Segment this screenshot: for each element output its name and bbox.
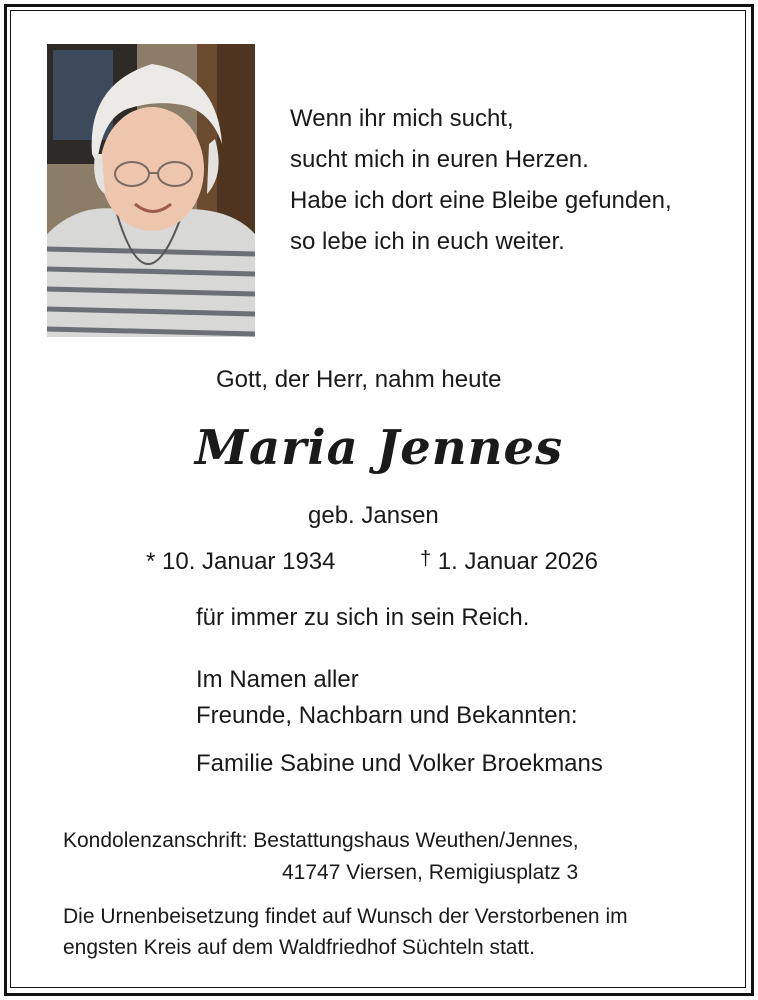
condolence-address-line2: 41747 Viersen, Remigiusplatz 3 xyxy=(282,861,579,884)
death-date-text: 1. Januar 2026 xyxy=(437,548,598,575)
cross-icon: † xyxy=(420,548,432,570)
burial-note: Die Urnenbeisetzung findet auf Wunsch der Verstorbenen im xyxy=(63,905,628,928)
birth-date: * 10. Januar 1934 xyxy=(146,548,336,575)
signature-line: Freunde, Nachbarn und Bekannten: xyxy=(196,702,578,729)
condolence-address: Kondolenzanschrift: Bestattungshaus Weuthen/Jennes, xyxy=(63,829,579,852)
signature-line: Im Namen aller xyxy=(196,666,359,693)
outro-text: für immer zu sich in sein Reich. xyxy=(196,604,530,631)
intro-text: Gott, der Herr, nahm heute xyxy=(216,366,502,393)
maiden-name: geb. Jansen xyxy=(308,502,439,529)
burial-note-line2: engsten Kreis auf dem Waldfriedhof Süchteln statt. xyxy=(63,936,535,959)
deceased-name: Maria Jennes xyxy=(194,420,564,476)
portrait-photo xyxy=(47,44,255,337)
poem-line: Wenn ihr mich sucht, xyxy=(290,105,514,132)
poem-line: so lebe ich in euch weiter. xyxy=(290,228,565,255)
poem-line: sucht mich in euren Herzen. xyxy=(290,146,589,173)
poem xyxy=(290,98,672,262)
poem-line: Habe ich dort eine Bleibe gefunden, xyxy=(290,187,672,214)
death-date xyxy=(420,548,598,576)
family-names: Familie Sabine und Volker Broekmans xyxy=(196,750,603,777)
